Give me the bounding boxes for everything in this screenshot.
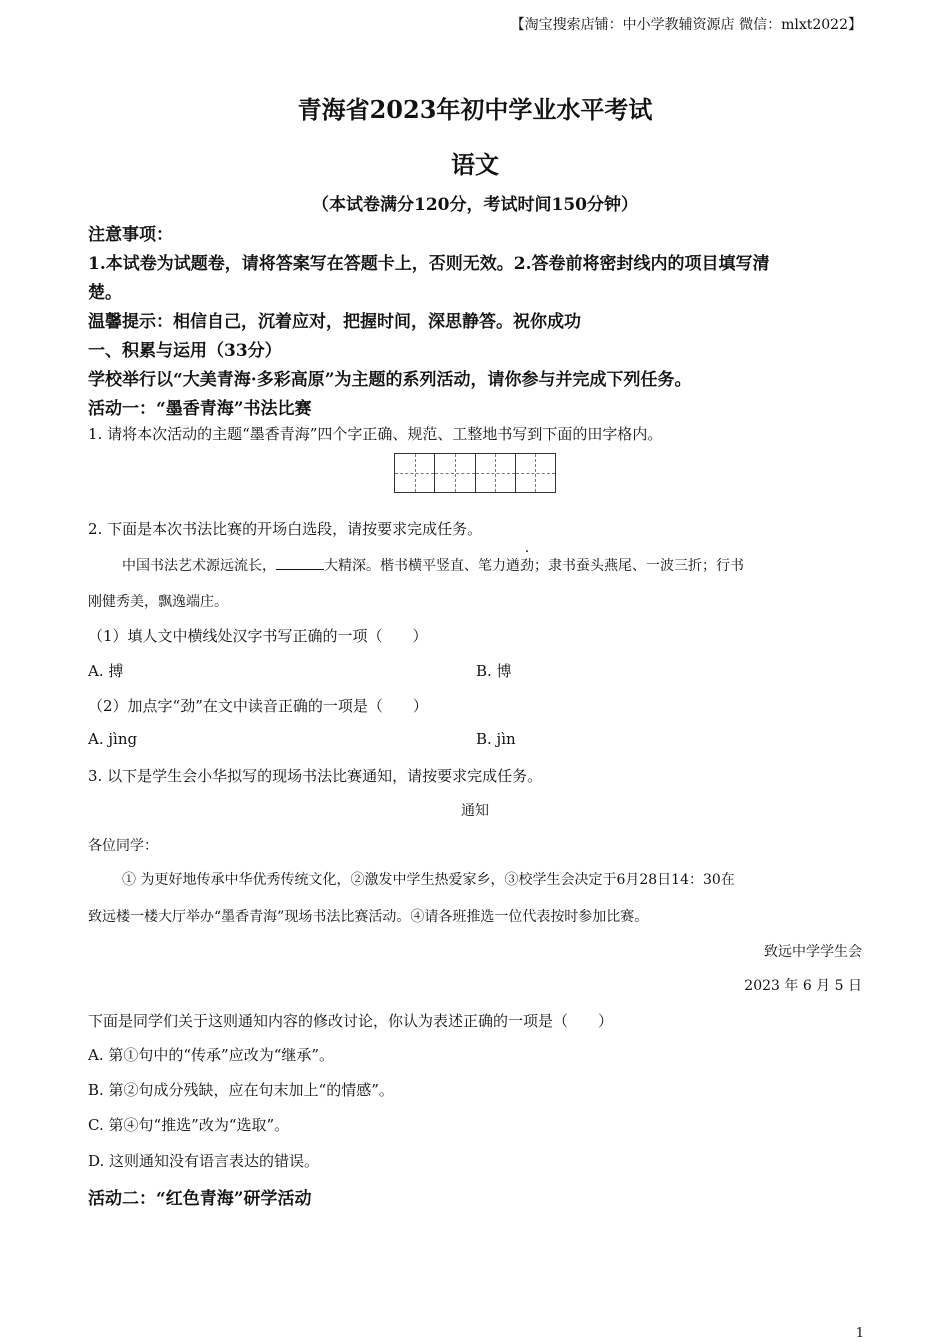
passage-line-1: [122, 555, 744, 575]
question-2: 2. 下面是本次书法比赛的开场白选段，请按要求完成任务。: [88, 520, 483, 538]
question-3: 3. 以下是学生会小华拟写的现场书法比赛通知，请按要求完成任务。: [88, 767, 543, 785]
question-3-prompt: 下面是同学们关于这则通知内容的修改讨论，你认为表述正确的一项是（ ）: [88, 1012, 614, 1030]
q2-1-option-a: A. 搏: [88, 662, 124, 680]
q3-option-b: B. 第②句成分残缺，应在句末加上“的情感”。: [88, 1081, 394, 1099]
warm-tip: 温馨提示：相信自己，沉着应对，把握时间，深思静答。祝你成功: [88, 312, 581, 332]
grid-cell: [516, 454, 555, 492]
notes-line-2: 楚。: [88, 283, 122, 303]
notice-title: 通知: [461, 803, 489, 819]
grid-cell: [476, 454, 516, 492]
notice-body-line-2: 致远楼一楼大厅举办“墨香青海”现场书法比赛活动。④请各班推选一位代表按时参加比赛。: [88, 909, 649, 925]
activity-1-heading: 活动一：“墨香青海”书法比赛: [88, 399, 312, 419]
activity-2-heading: 活动二：“红色青海”研学活动: [88, 1189, 312, 1209]
notes-heading: 注意事项：: [88, 225, 173, 245]
grid-cell: [395, 454, 435, 492]
exam-title: 青海省2023年初中学业水平考试: [297, 95, 653, 124]
subject-title: 语文: [451, 150, 499, 179]
dotted-character: 劲: [520, 558, 534, 574]
q3-option-a: A. 第①句中的“传承”应改为“继承”。: [88, 1046, 335, 1064]
section-intro: 学校举行以“大美青海·多彩高原”为主题的系列活动，请你参与并完成下列任务。: [88, 370, 692, 390]
header-note: 【淘宝搜索店铺：中小学教辅资源店 微信：mlxt2022】: [510, 17, 862, 33]
q3-option-c: C. 第④句“推选”改为“选取”。: [88, 1116, 290, 1134]
question-1: 1. 请将本次活动的主题“墨香青海”四个字正确、规范、工整地书写到下面的田字格内。: [88, 425, 663, 443]
question-2-2: （2）加点字“劲”在文中读音正确的一项是（ ）: [88, 697, 428, 715]
notice-greeting: 各位同学：: [88, 838, 158, 854]
question-2-1: （1）填人文中横线处汉字书写正确的一项（ ）: [88, 627, 428, 645]
grid-cell: [435, 454, 475, 492]
q2-2-option-a: A. jìng: [88, 730, 138, 748]
fill-blank: [276, 555, 324, 570]
notes-line-1: 1.本试卷为试题卷，请将答案写在答题卡上，否则无效。2.答卷前将密封线内的项目填写清: [88, 254, 770, 274]
passage-line-2: 刚健秀美，飘逸端庄。: [88, 594, 228, 610]
q2-1-option-b: B. 博: [476, 662, 512, 680]
tianzige-grid: [394, 453, 556, 493]
page-number: 1: [855, 1326, 864, 1341]
q2-2-option-b: B. jìn: [476, 730, 516, 748]
q3-option-d: D. 这则通知没有语言表达的错误。: [88, 1152, 320, 1170]
passage-part-1: 中国书法艺术源远流长，: [122, 558, 276, 574]
notice-date: 2023 年 6 月 5 日: [744, 978, 862, 994]
notice-signer: 致远中学学生会: [764, 944, 862, 960]
notice-body-line-1: ① 为更好地传承中华优秀传统文化，②激发中学生热爱家乡，③校学生会决定于6月28日14：30在: [122, 872, 735, 888]
exam-info: （本试卷满分120分，考试时间150分钟）: [312, 195, 638, 215]
passage-part-2: 大精深。楷书横平竖直、笔力遒: [324, 558, 520, 574]
passage-part-3: ；隶书蚕头燕尾、一波三折；行书: [534, 558, 744, 574]
section-heading-1: 一、积累与运用（33分）: [88, 341, 282, 361]
